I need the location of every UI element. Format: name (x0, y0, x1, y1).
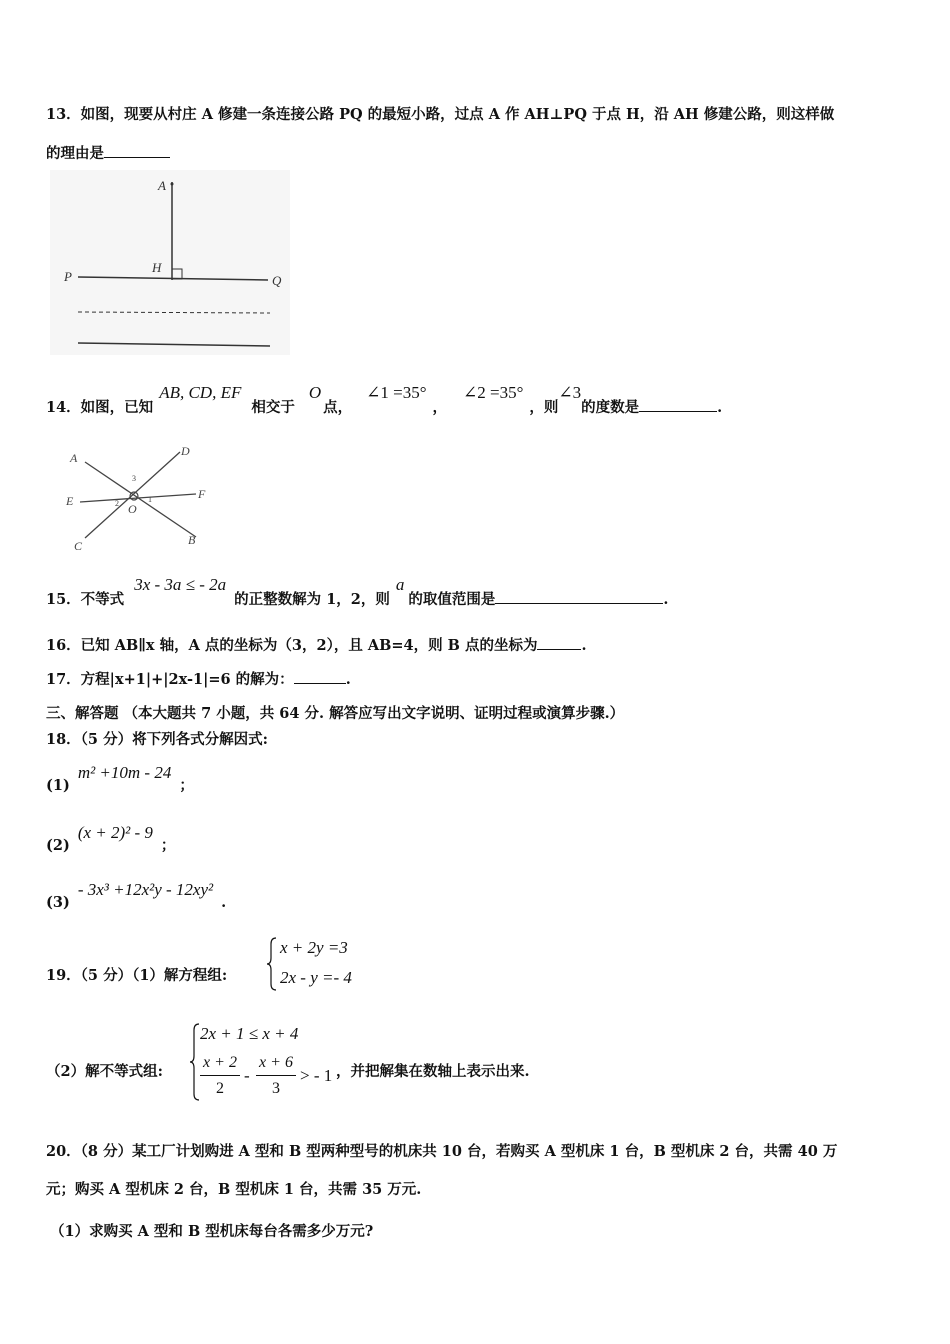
q18-item-1-expr: m² +10m - 24 (77, 763, 172, 782)
q20-sub1-text: （1）求购买 A 型和 B 型机床每台各需多少万元? (50, 1223, 374, 1240)
q14-line-AB (85, 462, 196, 537)
q16-end: . (581, 637, 587, 654)
q18-item-1-end: ； (179, 777, 194, 794)
q18-item-2-end: ； (160, 837, 176, 854)
q14-line (46, 382, 723, 416)
q14-point-O: O (308, 383, 322, 402)
q15-end: . (663, 591, 669, 608)
q18-item-2 (46, 822, 176, 854)
q18-item-2-expr: (x + 2)² - 9 (77, 823, 153, 842)
q14-line-CD (85, 452, 180, 538)
q19-frac2-num: x + 6 (259, 1054, 293, 1071)
q14-angle-label-2: 2 (115, 499, 119, 508)
q14-answer-blank (639, 399, 717, 412)
q13-label-P: P (64, 269, 72, 284)
q14-angle-label-3: 3 (132, 474, 136, 483)
q19-frac1-bar (200, 1075, 240, 1076)
q20-text1: 20．（8 分）某工厂计划购进 A 型和 B 型两种型号的机床共 10 台，若购买 A 型机床 1 台，B 型机床 2 台，共需 40 万 (46, 1143, 838, 1160)
q18-item-1 (46, 762, 194, 794)
q17-end: . (345, 671, 351, 688)
q20-line1 (46, 1140, 837, 1161)
q13-figure-bg (50, 170, 290, 355)
q16-text: 16．已知 AB∥x 轴，A 点的坐标为（3，2），且 AB=4，则 B 点的坐标为 (46, 637, 538, 654)
q14-angle2: ∠2 =35° (463, 383, 524, 402)
q15-inequality: 3x - 3a ≤ - 2a (134, 575, 227, 594)
q15-mid: 的正整数解为 1，2，则 (234, 591, 390, 608)
q19-part2-suffix (336, 1060, 530, 1081)
q18-item-3 (46, 880, 227, 911)
q14-label-E: E (66, 494, 74, 508)
q19-frac2-den: 3 (272, 1080, 280, 1097)
q15-var-a: a (395, 575, 405, 594)
q15-prefix: 15．不等式 (46, 591, 125, 608)
q19-part2-label (46, 1060, 163, 1081)
q19-part2-label-text: （2）解不等式组: (46, 1063, 163, 1080)
q17-answer-blank (294, 671, 346, 684)
q19-frac1-den: 2 (216, 1080, 224, 1097)
q14-angle1: ∠1 =35° (366, 383, 427, 402)
q18-title (46, 728, 268, 749)
q14-label-D: D (181, 444, 190, 458)
q19-frac2-bar (256, 1075, 296, 1076)
q14-mid1: 相交于 (251, 399, 295, 416)
q20-sub1 (50, 1220, 373, 1241)
q19-brace-1 (266, 936, 278, 992)
q19-rhs: > - 1 (300, 1066, 333, 1085)
q14-label-A: A (70, 451, 78, 465)
q14-angle-label-1: 1 (148, 495, 152, 504)
q14-angle3: ∠3 (558, 383, 582, 402)
q18-title-text: 18．（5 分）将下列各式分解因式: (46, 731, 268, 748)
q17-text: 17．方程|x+1|+|2x-1|=6 的解为： (46, 671, 294, 688)
q19-part2-suffix-text: ，并把解集在数轴上表示出来. (336, 1063, 530, 1080)
q14-figure (58, 440, 228, 558)
section3-heading (46, 702, 624, 723)
q14-prefix: 14．如图，已知 (46, 399, 154, 416)
q19-ineq1: 2x + 1 ≤ x + 4 (200, 1024, 299, 1043)
q18-item-1-label: (1) (46, 777, 70, 794)
q14-label-B: B (188, 533, 196, 547)
q14-mid2: 点， (323, 399, 353, 416)
q19-minus: - (244, 1066, 250, 1085)
q19-eq1: x + 2y =3 (280, 938, 348, 957)
q13-line1 (46, 103, 834, 124)
q13-line2 (46, 142, 170, 163)
q19-title (46, 964, 227, 985)
q13-text2: 的理由是 (46, 145, 104, 162)
q17-line (46, 668, 351, 689)
q14-label-O: O (128, 502, 137, 516)
q20-text2: 元；购买 A 型机床 2 台，B 型机床 1 台，共需 35 万元. (46, 1181, 422, 1198)
q18-item-3-expr: - 3x³ +12x²y - 12xy² (77, 880, 214, 899)
q16-line (46, 634, 587, 655)
q13-answer-blank (104, 145, 170, 158)
q20-line2 (46, 1178, 421, 1199)
q14-label-C: C (74, 539, 83, 553)
q18-item-3-end: . (221, 894, 227, 911)
q13-text1: 13．如图，现要从村庄 A 修建一条连接公路 PQ 的最短小路，过点 A 作 AH⊥PQ 于点 H，沿 AH 修建公路，则这样做 (46, 106, 835, 123)
q14-mid3: ，则 (529, 399, 559, 416)
q19-eq2: 2x - y =- 4 (280, 968, 352, 987)
q14-sep: ， (432, 399, 448, 416)
q18-item-3-label: (3) (46, 894, 70, 911)
q19-title-text: 19．（5 分）（1）解方程组: (46, 967, 228, 984)
q14-end: . (717, 399, 723, 416)
q13-figure (50, 170, 290, 355)
q13-point-A (171, 183, 174, 186)
q15-answer-blank (495, 591, 663, 604)
q13-label-Q: Q (272, 273, 282, 288)
q19-frac1-num: x + 2 (203, 1054, 237, 1071)
q15-suffix: 的取值范围是 (408, 591, 496, 608)
q14-suffix: 的度数是 (581, 399, 640, 416)
q18-item-2-label: (2) (46, 837, 70, 854)
q14-label-F: F (198, 487, 206, 501)
section3-text: 三、解答题 （本大题共 7 小题，共 64 分. 解答应写出文字说明、证明过程或演算步骤.） (46, 705, 625, 722)
q13-label-H: H (152, 260, 162, 275)
q15-line (46, 574, 669, 608)
q14-lines-expr: AB, CD, EF (159, 383, 242, 402)
q16-answer-blank (537, 637, 581, 650)
q13-label-A: A (158, 178, 166, 193)
